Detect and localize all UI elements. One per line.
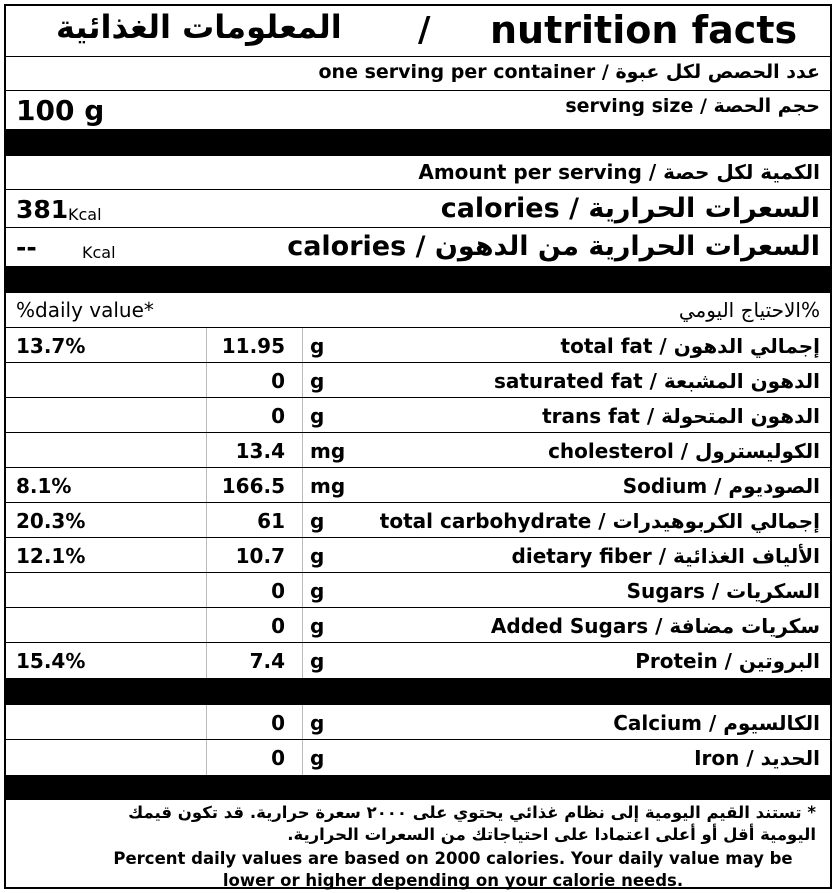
servings-row: [6, 57, 830, 91]
title-arabic: المعلومات الغذائية: [56, 8, 342, 46]
daily-value-percent: 13.7%: [16, 334, 86, 358]
column-divider: [302, 363, 303, 397]
daily-value-header-left: %daily value*: [16, 298, 154, 322]
nutrient-label: Added Sugars / سكريات مضافة: [490, 614, 820, 638]
column-divider: [206, 573, 207, 607]
column-divider: [302, 740, 303, 775]
amount-value: 0: [271, 369, 285, 393]
mineral-row: [6, 705, 830, 740]
column-divider: [302, 608, 303, 642]
nutrient-row: [6, 643, 830, 678]
divider-bar-4: [6, 775, 830, 800]
column-divider: [206, 503, 207, 537]
amount-value: 61: [257, 509, 285, 533]
divider-bar-2: [6, 266, 830, 293]
servings-per-container: one serving per container / عدد الحصص لكل عبوة: [318, 61, 820, 83]
daily-value-percent: 15.4%: [16, 649, 86, 673]
column-divider: [302, 538, 303, 572]
column-divider: [302, 468, 303, 502]
footnote-english: Percent daily values are based on 2000 calories. Your daily value may be lower or higher depending on your calorie needs.: [113, 849, 793, 890]
calories-from-fat-unit: Kcal: [82, 243, 116, 262]
nutrient-row: [6, 363, 830, 398]
nutrient-row: [6, 608, 830, 643]
serving-size-value: 100 g: [16, 94, 105, 127]
header-row: [6, 6, 830, 57]
column-divider: [302, 433, 303, 467]
daily-value-percent: 12.1%: [16, 544, 86, 568]
amount-value: 0: [271, 746, 285, 770]
column-divider: [302, 573, 303, 607]
amount-value: 0: [271, 579, 285, 603]
amount-unit: g: [310, 369, 325, 393]
amount-value: 7.4: [249, 649, 285, 673]
calories-from-fat-row: [6, 228, 830, 266]
serving-size-row: [6, 91, 830, 129]
amount-unit: g: [310, 614, 325, 638]
column-divider: [206, 643, 207, 678]
amount-value: 11.95: [221, 334, 285, 358]
nutrient-label: dietary fiber / الألياف الغذائية: [511, 544, 820, 568]
amount-per-serving: Amount per serving / الكمية لكل حصة: [418, 160, 820, 184]
amount-value: 166.5: [221, 474, 285, 498]
daily-value-header-row: [6, 293, 830, 328]
divider-bar-3: [6, 678, 830, 705]
nutrient-row: [6, 538, 830, 573]
column-divider: [302, 503, 303, 537]
nutrient-label: Iron / الحديد: [694, 746, 820, 770]
column-divider: [302, 643, 303, 678]
amount-unit: g: [310, 509, 325, 533]
amount-unit: g: [310, 649, 325, 673]
mineral-row: [6, 740, 830, 775]
title-slash: /: [418, 10, 431, 50]
nutrient-row: [6, 398, 830, 433]
calories-label: calories / السعرات الحرارية: [440, 193, 820, 224]
nutrient-label: saturated fat / الدهون المشبعة: [493, 369, 820, 393]
column-divider: [302, 328, 303, 362]
amount-unit: g: [310, 711, 325, 735]
amount-value: 0: [271, 711, 285, 735]
column-divider: [206, 705, 207, 739]
nutrient-label: Calcium / الكالسيوم: [613, 711, 820, 735]
calories-unit: Kcal: [68, 205, 102, 224]
amount-value: 0: [271, 614, 285, 638]
nutrient-row: [6, 503, 830, 538]
nutrient-label: trans fat / الدهون المتحولة: [542, 404, 820, 428]
nutrient-label: Sodium / الصوديوم: [622, 474, 820, 498]
amount-unit: g: [310, 579, 325, 603]
nutrient-row: [6, 328, 830, 363]
amount-value: 13.4: [235, 439, 285, 463]
nutrient-row: [6, 433, 830, 468]
nutrient-label: cholesterol / الكوليسترول: [548, 439, 820, 463]
amount-per-serving-row: [6, 156, 830, 190]
nutrition-label: [4, 4, 832, 889]
calories-from-fat-label: calories / السعرات الحرارية من الدهون: [287, 231, 820, 262]
daily-value-percent: 20.3%: [16, 509, 86, 533]
nutrients-table: [6, 328, 830, 678]
column-divider: [206, 433, 207, 467]
divider-bar-1: [6, 129, 830, 156]
column-divider: [302, 398, 303, 432]
title-english: nutrition facts: [490, 8, 798, 52]
column-divider: [206, 740, 207, 775]
amount-unit: g: [310, 334, 325, 358]
serving-size-label: serving size / حجم الحصة: [565, 95, 820, 117]
column-divider: [206, 363, 207, 397]
daily-value-header-right: %الاحتياج اليومي: [678, 298, 820, 322]
nutrient-row: [6, 468, 830, 503]
minerals-table: [6, 705, 830, 775]
footnote-arabic: * تستند القيم اليومية إلى نظام غذائي يحتوي على ٢٠٠٠ سعرة حرارية. قد تكون قيمك اليومية أقل أو أعلى اعتمادا على احتياجاتك من السعرات الحرارية.: [128, 803, 816, 844]
nutrient-row: [6, 573, 830, 608]
nutrient-label: total carbohydrate / إجمالي الكربوهيدرات: [379, 509, 820, 533]
column-divider: [302, 705, 303, 739]
amount-unit: mg: [310, 439, 346, 463]
column-divider: [206, 328, 207, 362]
nutrient-label: Sugars / السكريات: [626, 579, 820, 603]
footnote: [6, 800, 830, 889]
nutrient-label: Protein / البروتين: [635, 649, 820, 673]
daily-value-percent: 8.1%: [16, 474, 72, 498]
amount-value: 10.7: [235, 544, 285, 568]
column-divider: [206, 538, 207, 572]
column-divider: [206, 398, 207, 432]
amount-unit: mg: [310, 474, 346, 498]
column-divider: [206, 608, 207, 642]
calories-value: 381: [16, 195, 69, 224]
column-divider: [206, 468, 207, 502]
amount-unit: g: [310, 404, 325, 428]
calories-from-fat-value: --: [16, 233, 37, 262]
amount-unit: g: [310, 544, 325, 568]
amount-value: 0: [271, 404, 285, 428]
nutrient-label: total fat / إجمالي الدهون: [560, 334, 820, 358]
calories-row: [6, 190, 830, 228]
amount-unit: g: [310, 746, 325, 770]
